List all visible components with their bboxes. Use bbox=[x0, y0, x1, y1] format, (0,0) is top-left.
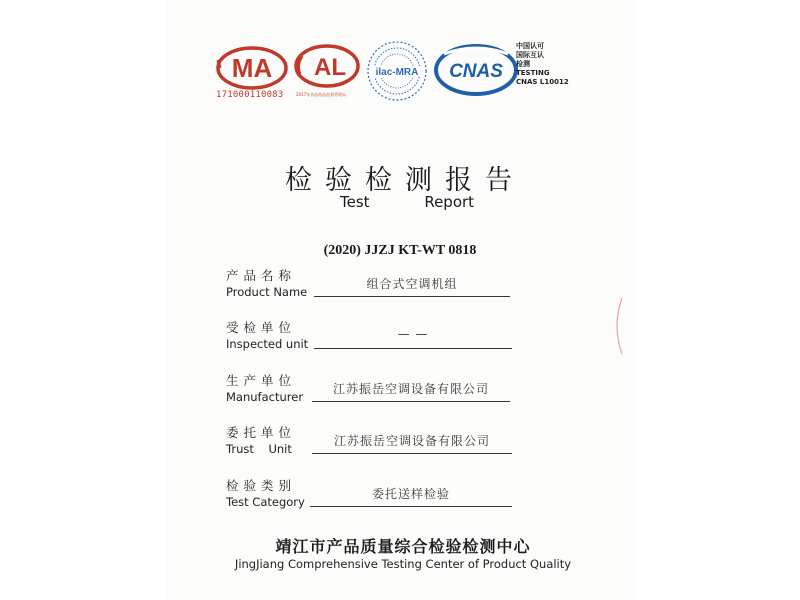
seal-edge-mark bbox=[612, 296, 624, 356]
ilac-mra-logo bbox=[366, 40, 428, 102]
certification-logos bbox=[216, 40, 576, 110]
cal-logo bbox=[294, 44, 360, 88]
cnas-line: 国际互认 bbox=[516, 51, 544, 59]
field-label-en: Test Category bbox=[226, 495, 305, 509]
cma-number: 171000110083 bbox=[216, 90, 284, 100]
svg-text:AL: AL bbox=[314, 54, 346, 81]
field-label-cn: 委托单位 bbox=[226, 425, 297, 440]
field-product-name bbox=[226, 266, 526, 306]
svg-text:MA: MA bbox=[231, 53, 273, 83]
field-label-cn: 受检单位 bbox=[226, 320, 297, 335]
field-value: 江苏振岳空调设备有限公司 bbox=[333, 434, 490, 448]
field-underline bbox=[310, 506, 512, 507]
field-underline bbox=[314, 348, 512, 349]
field-value: 委托送样检验 bbox=[371, 487, 450, 501]
cnas-line: TESTING bbox=[516, 69, 550, 77]
field-value: 组合式空调机组 bbox=[366, 277, 458, 291]
field-test-category bbox=[226, 476, 526, 516]
field-underline bbox=[312, 401, 510, 402]
cma-logo bbox=[216, 46, 288, 90]
field-value: — — bbox=[397, 327, 429, 341]
field-label-cn: 检验类别 bbox=[226, 478, 297, 493]
cnas-line: 中国认可 bbox=[516, 42, 544, 50]
issuer-name-en: JingJiang Comprehensive Testing Center of Product Quality bbox=[234, 557, 572, 571]
field-label-cn: 产品名称 bbox=[226, 268, 297, 283]
cnas-logo bbox=[434, 44, 518, 96]
cnas-line: CNAS L10012 bbox=[516, 78, 569, 86]
field-label-cn: 生产单位 bbox=[226, 373, 297, 388]
field-value: 江苏振岳空调设备有限公司 bbox=[332, 382, 489, 396]
issuer-name-cn: 靖江市产品质量综合检验检测中心 bbox=[275, 537, 531, 556]
report-title-cn: 检验检测报告 bbox=[285, 165, 525, 196]
field-manufacturer bbox=[226, 371, 526, 411]
field-label-en: Manufacturer bbox=[226, 390, 304, 404]
report-title-en bbox=[340, 193, 474, 211]
cal-caption: 2017年食品药品监督管理局 bbox=[296, 92, 347, 97]
report-number: (2020) JJZJ KT-WT 0818 bbox=[323, 243, 477, 258]
field-trust-unit bbox=[226, 423, 526, 463]
field-label-en: Trust Unit bbox=[226, 442, 292, 456]
field-label-en: Inspected unit bbox=[226, 337, 309, 351]
title-en-word1: Test bbox=[340, 193, 370, 211]
field-inspected-unit bbox=[226, 318, 526, 358]
cnas-line: 检测 bbox=[516, 60, 530, 68]
field-underline bbox=[314, 296, 510, 297]
field-label-en: Product Name bbox=[226, 285, 308, 299]
svg-text:CNAS: CNAS bbox=[449, 61, 503, 82]
cnas-accreditation-text bbox=[516, 42, 569, 87]
title-en-word2: Report bbox=[424, 193, 475, 211]
svg-text:ilac-MRA: ilac-MRA bbox=[375, 67, 419, 78]
field-underline bbox=[312, 453, 512, 454]
